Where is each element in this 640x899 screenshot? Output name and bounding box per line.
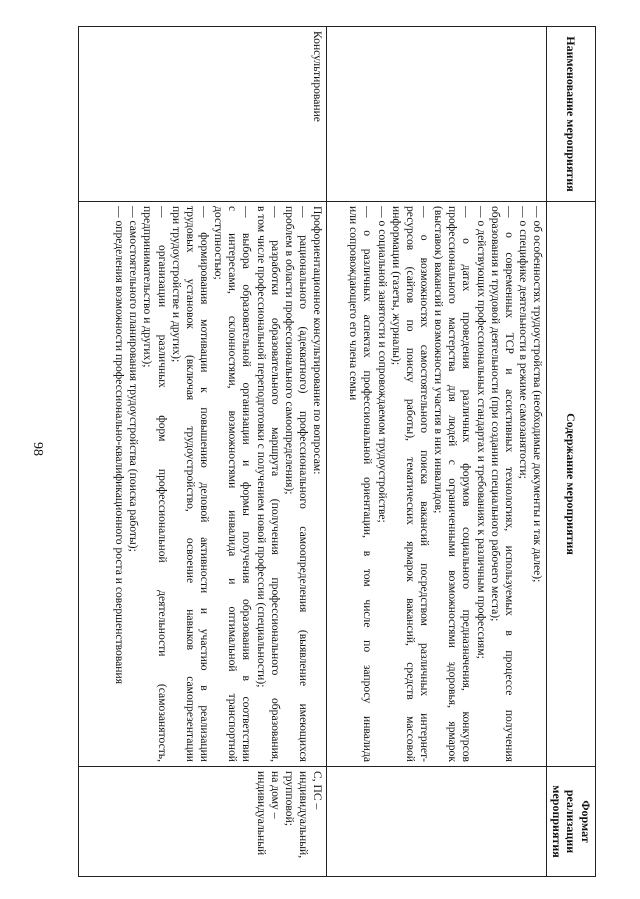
content-line: проблем в области профессионального самоопределения);: [282, 206, 296, 495]
table-row: [79, 27, 327, 877]
content-line: Профориентационное консультирование по вопросам:: [311, 206, 325, 475]
content-line: — об особенностях трудоустройства (необходимые документы и так далее);: [531, 206, 545, 583]
content-line: ресурсов (сайтов по поиску работы), тематических ярмарок вакансий, средств массовой: [403, 206, 417, 762]
content-line: предпринимательство и других);: [141, 206, 155, 368]
content-line: — рационального (адекватного) профессионального самоопределения (выявление имеющихся: [296, 206, 310, 762]
content-line: при трудоустройстве и других);: [169, 206, 183, 363]
content-line: информации (газеты, журналы);: [389, 206, 403, 366]
row-content-cell: [327, 202, 547, 767]
content-line: — о современных ТСР и ассистивных технологиях, используемых в процессе получения: [502, 206, 516, 762]
content-line: — выбора образовательной организации и формы получения образования в соответствии: [240, 206, 254, 762]
content-line: — самостоятельного планирования трудоустройства (поиска работы);: [127, 206, 141, 552]
header-format: Формат реализации мероприятия: [547, 767, 596, 877]
table-header-row: [547, 27, 596, 877]
content-line: профессионального мастерства для людей с ограниченными возможностями здоровья, ярмарок: [446, 206, 460, 762]
content-line: — формирования мотивации к повышению деловой активности и участию в реализации: [198, 206, 211, 762]
content-line: (выставок) вакансий и возможности участия в них инвалидов;: [432, 206, 446, 514]
header-name: Наименование мероприятия: [547, 27, 596, 202]
page-number: 98: [30, 442, 45, 456]
content-line: — о действующих профессиональных стандартах и требованиях к различным профессиям;: [474, 206, 488, 659]
format-line: индивидуальный: [254, 771, 268, 856]
format-line: индивидуальный,: [296, 771, 310, 859]
row-name-cell: [327, 27, 547, 202]
rotated-table-sheet: [78, 26, 596, 876]
content-line: — о датах проведения различных форумов социального предназначения, конкурсов: [460, 206, 474, 762]
content-line: — определения возможности профессионально-квалификационного роста и совершенствования: [113, 206, 127, 685]
content-line: с интересами, склонностями, возможностями инвалида и оптимальной транспортной: [226, 206, 240, 762]
table-row: [327, 27, 547, 877]
content-lines: [346, 206, 544, 762]
content-line: в том числе профессиональной переподготовки с получением новой профессии (специальности);: [254, 206, 268, 688]
content-line: — организации различных форм профессиональной деятельности (самозанятость,: [155, 206, 169, 762]
content-line: или сопровождающего его члена семьи: [347, 206, 361, 401]
content-line: — о возможностях самостоятельного поиска вакансий посредством различных интернет-: [418, 206, 431, 762]
content-line: — разработки образовательного маршрута (получения профессионального образования,: [268, 206, 282, 762]
content-line: — о специфике деятельности в режиме самозанятости;: [516, 206, 530, 479]
header-content: Содержание мероприятия: [547, 202, 596, 767]
content-lines: [112, 206, 324, 762]
row-name-cell: Консультирование: [79, 27, 327, 202]
row-content-cell: [79, 202, 327, 767]
content-line: доступностью;: [212, 206, 226, 280]
format-line: на дому –: [268, 771, 282, 819]
content-line: — о различных аспектах профессиональной ориентации, в том числе по запросу инвалида: [361, 206, 375, 762]
content-line: образования и трудовой деятельности (при создании специального рабочего места);: [488, 206, 502, 622]
content-line: трудовых установок (включая трудоустройство, освоение навыков самопрезентации: [183, 206, 197, 762]
format-lines: [253, 771, 324, 872]
activities-table: [78, 26, 596, 877]
format-line: С, ПС –: [311, 771, 325, 810]
format-line: групповой;: [282, 771, 296, 827]
row-format-cell: [79, 767, 327, 877]
row-format-cell: [327, 767, 547, 877]
content-line: — о социальной занятости и сопровождаемом трудоустройстве;: [375, 206, 389, 523]
